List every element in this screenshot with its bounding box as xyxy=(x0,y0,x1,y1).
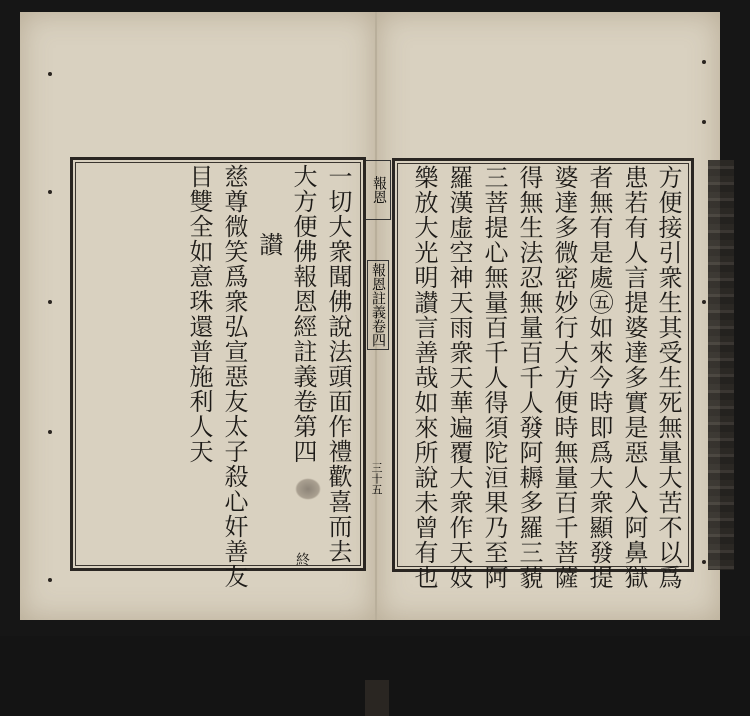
page-number: 三十五 xyxy=(370,462,383,495)
binding-hole xyxy=(702,300,706,304)
left-text-frame xyxy=(70,157,366,589)
binding-hole xyxy=(48,72,52,76)
right-text-frame xyxy=(392,158,694,590)
text-column: 得無生法忍無量百千人發阿耨多羅三藐 xyxy=(515,165,543,590)
text-column: 大方便佛報恩經註義卷第四 xyxy=(289,164,317,464)
text-column: 樂放大光明讃言善哉如來所說未曾有也 xyxy=(410,165,438,590)
text-column: 羅漢虚空神天雨衆天華遍覆大衆作天妓 xyxy=(445,165,473,590)
binding-hole xyxy=(702,60,706,64)
volume-end-mark: 終 xyxy=(294,552,310,566)
binding-hole xyxy=(48,190,52,194)
page-edge-strip xyxy=(708,160,734,570)
fish-tail-mark xyxy=(365,680,389,716)
text-column: 三菩提心無量百千人得須陀洹果乃至阿 xyxy=(480,165,508,590)
text-column: 一切大衆聞佛說法頭面作禮歡喜而去 xyxy=(324,164,352,564)
binding-hole xyxy=(702,120,706,124)
text-column: 者無有是處㊄如來今時即爲大衆顯發提 xyxy=(585,165,613,590)
center-margin xyxy=(362,160,392,570)
text-column: 慈尊微笑爲衆弘宣惡友太子殺心奸善友 xyxy=(220,164,248,589)
binding-hole xyxy=(48,300,52,304)
text-column: 婆達多微密妙行大方便時無量百千菩薩 xyxy=(550,165,578,590)
binding-hole xyxy=(48,578,52,582)
margin-title: 報恩註義卷四 xyxy=(367,260,389,350)
text-column: 方便接引衆生其受生死無量大苦不以爲 xyxy=(654,165,682,590)
binding-hole xyxy=(702,560,706,564)
text-column: 讃 xyxy=(255,232,283,257)
text-column: 患若有人言提婆達多實是惡人入阿鼻獄 xyxy=(620,165,648,590)
binding-hole xyxy=(48,430,52,434)
ink-stain xyxy=(295,478,321,500)
text-column: 目雙全如意珠還普施利人天 xyxy=(185,164,213,464)
margin-top-label: 報恩 xyxy=(365,160,391,220)
